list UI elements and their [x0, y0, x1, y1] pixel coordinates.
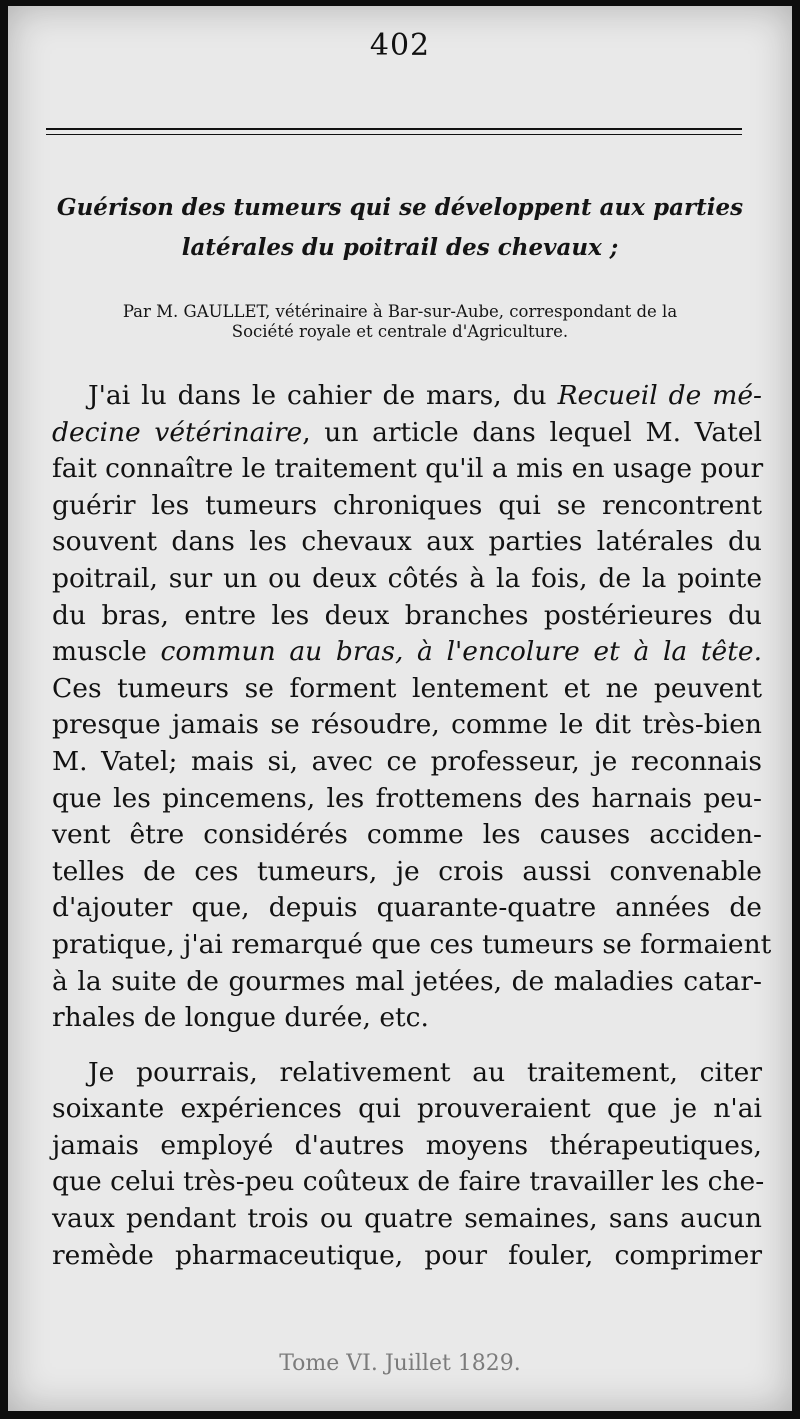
text-line: Ces tumeurs se forment lentement et ne peuvent [52, 672, 762, 704]
author-line-2: Société royale et centrale d'Agriculture. [231, 322, 569, 341]
text-line: souvent dans les chevaux aux parties latérales du [52, 526, 762, 558]
text-line: vaux pendant trois ou quatre semaines, sans aucun [52, 1203, 762, 1235]
title-line-2: latérales du poitrail des chevaux ; [181, 234, 619, 261]
text-line: presque jamais se résoudre, comme le dit très-bien [52, 709, 762, 741]
page-number: 402 [369, 28, 431, 63]
article-body [52, 378, 772, 1292]
text-line: soixante expériences qui prouveraient que je n'ai [52, 1093, 762, 1125]
text-line: M. Vatel; mais si, avec ce professeur, je reconnais [52, 745, 762, 777]
author-line-1: Par M. GAULLET, vétérinaire à Bar-sur-Aube, correspondant de la [122, 302, 678, 321]
text-line: muscle commun au bras, à l'encolure et à la tête. [52, 636, 762, 668]
text-line: vent être considérés comme les causes acciden- [52, 819, 762, 851]
text-line: d'ajouter que, depuis quarante-quatre années de [52, 892, 762, 924]
text-line: du bras, entre les deux branches postérieures du [52, 599, 762, 631]
text-line: à la suite de gourmes mal jetées, de maladies catar- [52, 965, 762, 997]
text-line: remède pharmaceutique, pour fouler, comprimer [52, 1239, 762, 1271]
title-line-1: Guérison des tumeurs qui se développent aux parties [56, 194, 744, 221]
text-line: guérir les tumeurs chroniques qui se rencontrent [52, 489, 762, 521]
text-line: J'ai lu dans le cahier de mars, du Recueil de mé- [88, 380, 763, 411]
text-line: pratique, j'ai remarqué que ces tumeurs se formaient [52, 928, 772, 960]
text-line: que celui très-peu coûteux de faire travailler les che- [52, 1166, 765, 1198]
paragraph-2 [52, 1055, 765, 1275]
header-rule [46, 128, 742, 130]
page-footer: Tome VI. Juillet 1829. [279, 1351, 521, 1376]
text-line: rhales de longue durée, etc. [52, 1002, 429, 1034]
paragraph-1 [52, 378, 772, 1037]
document-page [8, 6, 792, 1411]
text-line: decine vétérinaire, un article dans lequel M. Vatel [52, 416, 762, 448]
article-title [38, 188, 762, 268]
text-line: jamais employé d'autres moyens thérapeutiques, [52, 1129, 762, 1161]
author-byline [44, 302, 756, 342]
text-line: fait connaître le traitement qu'il a mis en usage pour [52, 453, 764, 485]
text-line: poitrail, sur un ou deux côtés à la fois, de la pointe [52, 562, 762, 594]
text-line: telles de ces tumeurs, je crois aussi convenable [52, 855, 762, 887]
text-line: Je pourrais, relativement au traitement, citer [88, 1056, 762, 1088]
header-rule-thin [46, 134, 742, 135]
text-line: que les pincemens, les frottemens des harnais peu- [52, 782, 762, 814]
